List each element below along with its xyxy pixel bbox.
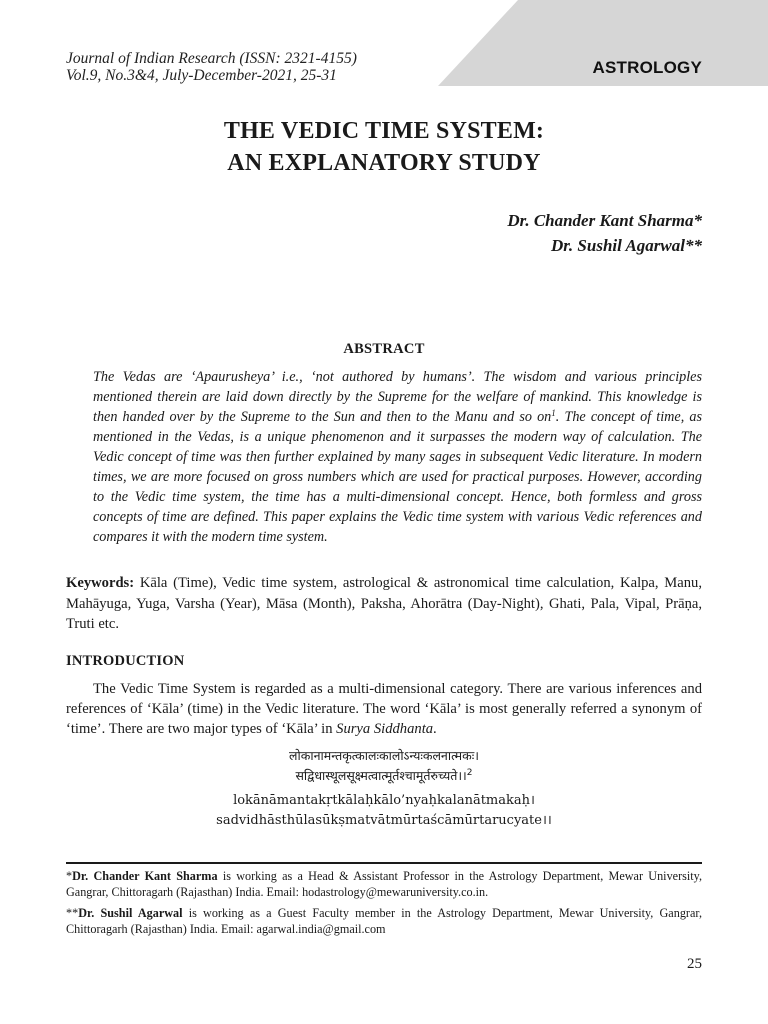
transliteration-line-2: sadvidhāsthūlasūkṣmatvātmūrtaścāmūrtarucyate।। bbox=[216, 813, 552, 828]
abstract-heading: ABSTRACT bbox=[343, 341, 425, 357]
introduction-heading: INTRODUCTION bbox=[66, 653, 185, 669]
footnote: *Dr. Chander Kant Sharma is working as a Head & Assistant Professor in the Astrology Department, Mewar University, Gangrar, Chittoragarh (Rajasthan) India. Email: hodastrology@mewaruniversity.co.in. bbox=[66, 869, 702, 899]
footnote-ref: 1 bbox=[551, 408, 556, 418]
verse-line-1: लोकानामन्तकृत्कालःकालोऽन्यःकलनात्मकः। bbox=[289, 748, 479, 763]
transliteration-line-1: lokānāmantakṛtkālaḥkālo’nyaḥkalanātmakaḥ। bbox=[233, 793, 535, 808]
keywords bbox=[66, 573, 702, 635]
title-line-2: AN EXPLANATORY STUDY bbox=[227, 150, 541, 176]
journal-citation bbox=[66, 50, 357, 84]
author-list bbox=[507, 208, 702, 258]
footnote-ref: 2 bbox=[466, 768, 473, 778]
section-tag: ASTROLOGY bbox=[592, 58, 702, 77]
paper-title bbox=[0, 115, 768, 179]
journal-line-1: Journal of Indian Research (ISSN: 2321-4155) bbox=[66, 50, 357, 67]
introduction-paragraph: The Vedic Time System is regarded as a multi-dimensional category. There are various inferences and references of ‘Kāla’ (time) in the Vedic literature. The word ‘Kāla’ is most generally referred a synonym of ‘time’. There are two major types of ‘Kāla’ in Surya Siddhanta. bbox=[66, 681, 702, 737]
author: Dr. Chander Kant Sharma* bbox=[507, 211, 702, 230]
page-number: 25 bbox=[687, 956, 702, 972]
sanskrit-verse bbox=[0, 746, 768, 786]
author: Dr. Sushil Agarwal** bbox=[550, 236, 702, 255]
journal-line-2: Vol.9, No.3&4, July-December-2021, 25-31 bbox=[66, 67, 337, 84]
keywords-text: Kāla (Time), Vedic time system, astrological & astronomical time calculation, Kalpa, Manu, Mahāyuga, Yuga, Varsha (Year), Māsa (Month), Paksha, Ahorātra (Day-Night), Ghati, Pala, Vipal, Prāṇa, Truti etc. bbox=[66, 575, 702, 632]
verse-line-2: सद्विधास्थूलसूक्ष्मत्वात्मूर्तश्चामूर्तरुच्यते।।$^2$ bbox=[295, 768, 473, 783]
title-line-1: THE VEDIC TIME SYSTEM: bbox=[223, 118, 545, 144]
verse-transliteration bbox=[0, 791, 768, 831]
abstract-body: The Vedas are ‘Apaurusheya’ i.e., ‘not authored by humans’. The wisdom and various principles mentioned therein are laid down directly by the Supreme for the welfare of mankind. This knowledge is then handed over by the Supreme to the Sun and then to the Manu and so $on^1$. The concept of time, as mentioned in the Vedas, is a unique phenomenon and it surpasses the modern way of calculation. The Vedic concept of time was then further explained by many sages in subsequent Vedic literature. In modern times, we are more focused on gross numbers which are used for practical purposes. However, according to the Vedic time system, the time has a multi-dimensional concept. Hence, both formless and gross concepts of time are defined. This paper explains the Vedic time system with various Vedic references and compares it with the modern time system. bbox=[93, 369, 702, 545]
keywords-label: Keywords: bbox=[66, 575, 135, 591]
footnote: **Dr. Sushil Agarwal is working as a Guest Faculty member in the Astrology Department, Mewar University, Gangrar, Chittoragarh (Rajasthan) India. Email: agarwal.india@gmail.com bbox=[66, 906, 702, 936]
footnote-divider bbox=[66, 862, 702, 864]
